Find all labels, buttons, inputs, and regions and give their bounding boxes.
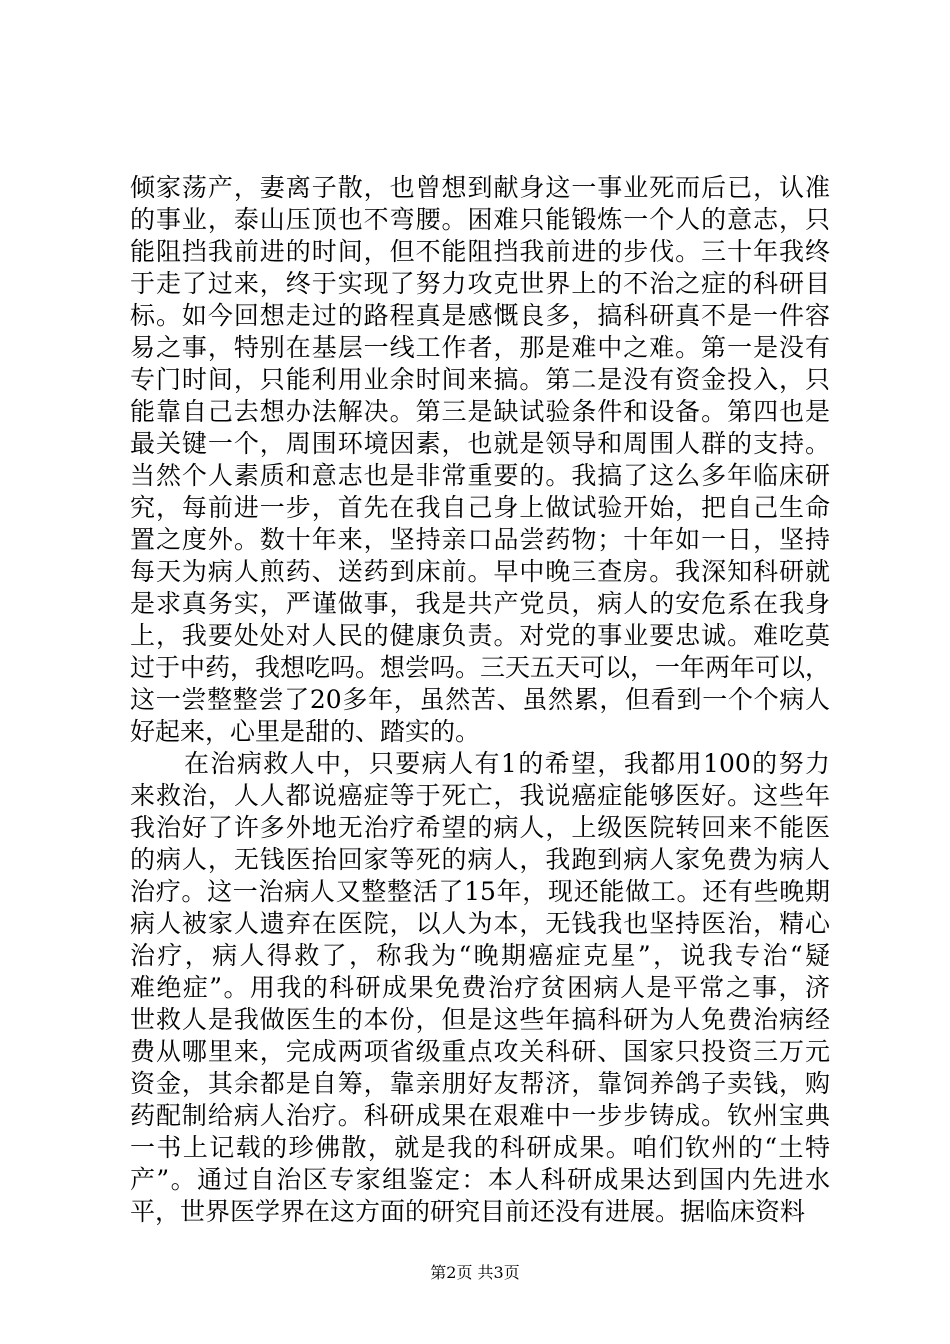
- text-line: 专门时间，只能利用业余时间来搞。第二是没有资金投入，只: [130, 365, 830, 394]
- text-line: 每天为病人煎药、送药到床前。早中晚三查房。我深知科研就: [130, 557, 830, 586]
- text-line: 能阻挡我前进的时间，但不能阻挡我前进的步伐。三十年我终: [130, 237, 830, 266]
- text-line: 来救治，人人都说癌症等于死亡，我说癌症能够医好。这些年: [130, 781, 830, 810]
- text-line: 世救人是我做医生的本份，但是这些年搞科研为人免费治病经: [130, 1005, 830, 1034]
- text-line: 在治病救人中，只要病人有1的希望，我都用100的努力: [184, 749, 831, 778]
- text-line: 究，每前进一步，首先在我自己身上做试验开始，把自己生命: [130, 493, 830, 522]
- text-line: 是求真务实，严谨做事，我是共产党员，病人的安危系在我身: [130, 589, 830, 618]
- paragraph: [130, 172, 830, 748]
- text-line: 标。如今回想走过的路程真是感慨良多，搞科研真不是一件容: [130, 301, 830, 330]
- text-line: 上，我要处处对人民的健康负责。对党的事业要忠诚。难吃莫: [130, 621, 830, 650]
- text-line: 过于中药，我想吃吗。想尝吗。三天五天可以，一年两年可以，: [130, 653, 831, 682]
- text-line: 能靠自己去想办法解决。第三是缺试验条件和设备。第四也是: [130, 397, 830, 426]
- text-line: 于走了过来，终于实现了努力攻克世界上的不治之症的科研目: [130, 269, 830, 298]
- text-line: 平，世界医学界在这方面的研究目前还没有进展。据临床资料: [130, 1197, 806, 1226]
- text-line: 置之度外。数十年来，坚持亲口品尝药物；十年如一日，坚持: [130, 525, 830, 554]
- text-line: 治疗。这一治病人又整整活了15年，现还能做工。还有些晚期: [130, 877, 830, 906]
- paragraph: [130, 748, 830, 1228]
- text-line: 倾家荡产，妻离子散，也曾想到献身这一事业死而后已，认准: [130, 173, 830, 202]
- text-line: 病人被家人遗弃在医院，以人为本，无钱我也坚持医治，精心: [130, 909, 830, 938]
- text-line: 这一尝整整尝了20多年，虽然苦、虽然累，但看到一个个病人: [130, 685, 830, 714]
- text-line: 难绝症”。用我的科研成果免费治疗贫困病人是平常之事，济: [130, 973, 830, 1002]
- text-line: 产”。通过自治区专家组鉴定：本人科研成果达到国内先进水: [130, 1165, 830, 1194]
- text-line: 最关键一个，周围环境因素，也就是领导和周围人群的支持。: [130, 429, 830, 458]
- document-body: [130, 172, 830, 1228]
- text-line: 好起来，心里是甜的、踏实的。: [130, 717, 481, 746]
- text-line: 治疗，病人得救了，称我为“晚期癌症克星”，说我专治“疑: [130, 941, 830, 970]
- text-line: 费从哪里来，完成两项省级重点攻关科研、国家只投资三万元: [130, 1037, 830, 1066]
- text-line: 一书上记载的珍佛散，就是我的科研成果。咱们钦州的“土特: [130, 1133, 830, 1162]
- text-line: 的事业，泰山压顶也不弯腰。困难只能锻炼一个人的意志，只: [130, 205, 830, 234]
- text-line: 我治好了许多外地无治疗希望的病人，上级医院转回来不能医: [130, 813, 830, 842]
- text-line: 药配制给病人治疗。科研成果在艰难中一步步铸成。钦州宝典: [130, 1101, 830, 1130]
- text-line: 当然个人素质和意志也是非常重要的。我搞了这么多年临床研: [130, 461, 830, 490]
- text-line: 易之事，特别在基层一线工作者，那是难中之难。第一是没有: [130, 333, 830, 362]
- text-line: 资金，其余都是自筹，靠亲朋好友帮济，靠饲养鸽子卖钱，购: [130, 1069, 830, 1098]
- text-line: 的病人，无钱医抬回家等死的病人，我跑到病人家免费为病人: [130, 845, 830, 874]
- page-footer: 第2页 共3页: [430, 1263, 520, 1282]
